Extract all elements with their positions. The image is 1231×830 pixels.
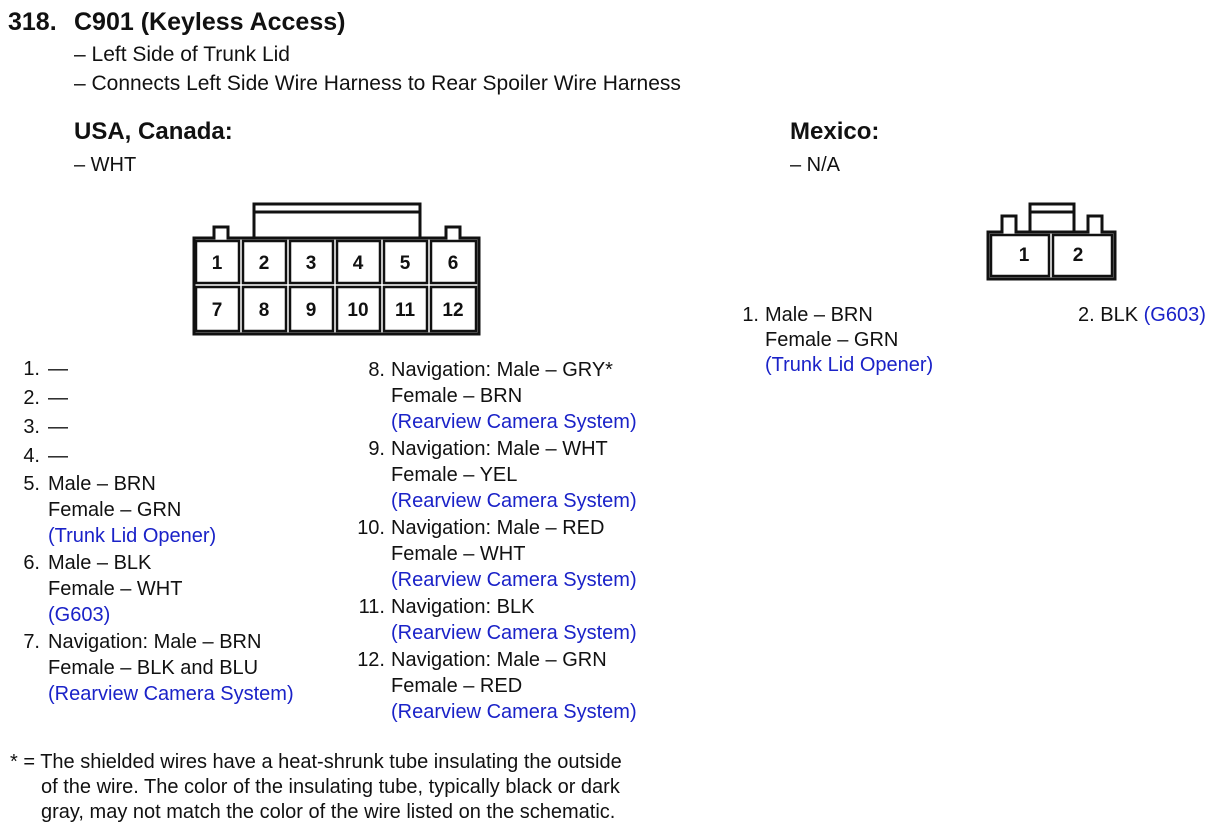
location-detail: – Left Side of Trunk Lid [74,43,290,66]
pin-label: 5 [399,253,411,274]
mexico-pin-list [727,303,933,378]
mexico-pin-entry-1: 1. Male – BRN Female – GRN (Trunk Lid Opener) [742,304,934,376]
mexico-pin-entry-2: 2. BLK (G603) [1078,304,1206,326]
pin-entry-8: 8. Navigation: Male – GRY* Female – BRN (Rearview Camera System) [368,359,637,433]
rearview-camera-link[interactable]: (Rearview Camera System) [391,569,637,591]
pin-entry-5: 5. Male – BRN Female – GRN (Trunk Lid Opener) [18,471,294,549]
usa-canada-heading: USA, Canada: [74,118,233,145]
pin-entry-9: 9. Navigation: Male – WHT Female – YEL (Rearview Camera System) [368,438,637,512]
rearview-camera-link[interactable]: (Rearview Camera System) [391,701,637,723]
pin-label: 6 [447,253,459,274]
pin-label: 2 [258,253,270,274]
connection-detail: – Connects Left Side Wire Harness to Rear Spoiler Wire Harness [74,72,681,95]
pin-label: 4 [352,253,364,274]
shielded-wire-footnote: * = The shielded wires have a heat-shrunk tube insulating the outside of the wire. The color of the insulating tube, typically black or dark gray, may not match the color of the wire listed on the schematic. [10,751,622,823]
usa-connector-color: – WHT [74,154,137,176]
mexico-heading: Mexico: [790,118,880,145]
g603-link[interactable]: (G603) [48,604,111,626]
pin-list-left [18,356,294,707]
pin-label: 10 [347,300,369,321]
pin-entry-12: 12. Navigation: Male – GRN Female – RED (Rearview Camera System) [357,649,637,723]
connector-title: C901 (Keyless Access) [74,8,346,36]
trunk-lid-opener-link[interactable]: (Trunk Lid Opener) [765,354,934,376]
pin-label: 3 [305,253,317,274]
pin-entry-10: 10. Navigation: Male – RED Female – WHT (Rearview Camera System) [357,517,637,591]
rearview-camera-link[interactable]: (Rearview Camera System) [391,622,637,644]
rearview-camera-link[interactable]: (Rearview Camera System) [48,683,294,705]
connector-2pin-diagram [984,200,1120,284]
pin-label: 7 [211,300,223,321]
pin-label: 12 [442,300,464,321]
pin-label: 11 [394,300,416,321]
page-title [8,8,345,37]
rearview-camera-link[interactable]: (Rearview Camera System) [391,411,637,433]
pin-entry-7: 7. Navigation: Male – BRN Female – BLK and BLU (Rearview Camera System) [23,631,294,705]
section-number: 318. [8,8,57,36]
pin-entry-11: 11. Navigation: BLK (Rearview Camera System) [358,596,637,644]
trunk-lid-opener-link[interactable]: (Trunk Lid Opener) [48,525,217,547]
mexico-connector-color: – N/A [790,154,841,176]
rearview-camera-link[interactable]: (Rearview Camera System) [391,490,637,512]
pin-entry-4: 4. — [23,445,68,467]
pin-list-right [353,357,637,725]
pin-entry-6: 6. Male – BLK Female – WHT (G603) [18,550,294,628]
pin-label: 2 [1072,245,1084,266]
pin-cells [196,241,476,331]
pin-label: 1 [1018,245,1030,266]
connector-12pin-diagram [190,200,485,340]
g603-link[interactable]: (G603) [1143,304,1206,326]
pin-entry-3: 3. — [23,416,68,438]
pin-label: 8 [258,300,270,321]
pin-entry-2: 2. — [23,387,68,409]
pin-label: 1 [211,253,223,274]
pin-label: 9 [305,300,317,321]
pin-entry-1: 1. — [23,358,68,380]
